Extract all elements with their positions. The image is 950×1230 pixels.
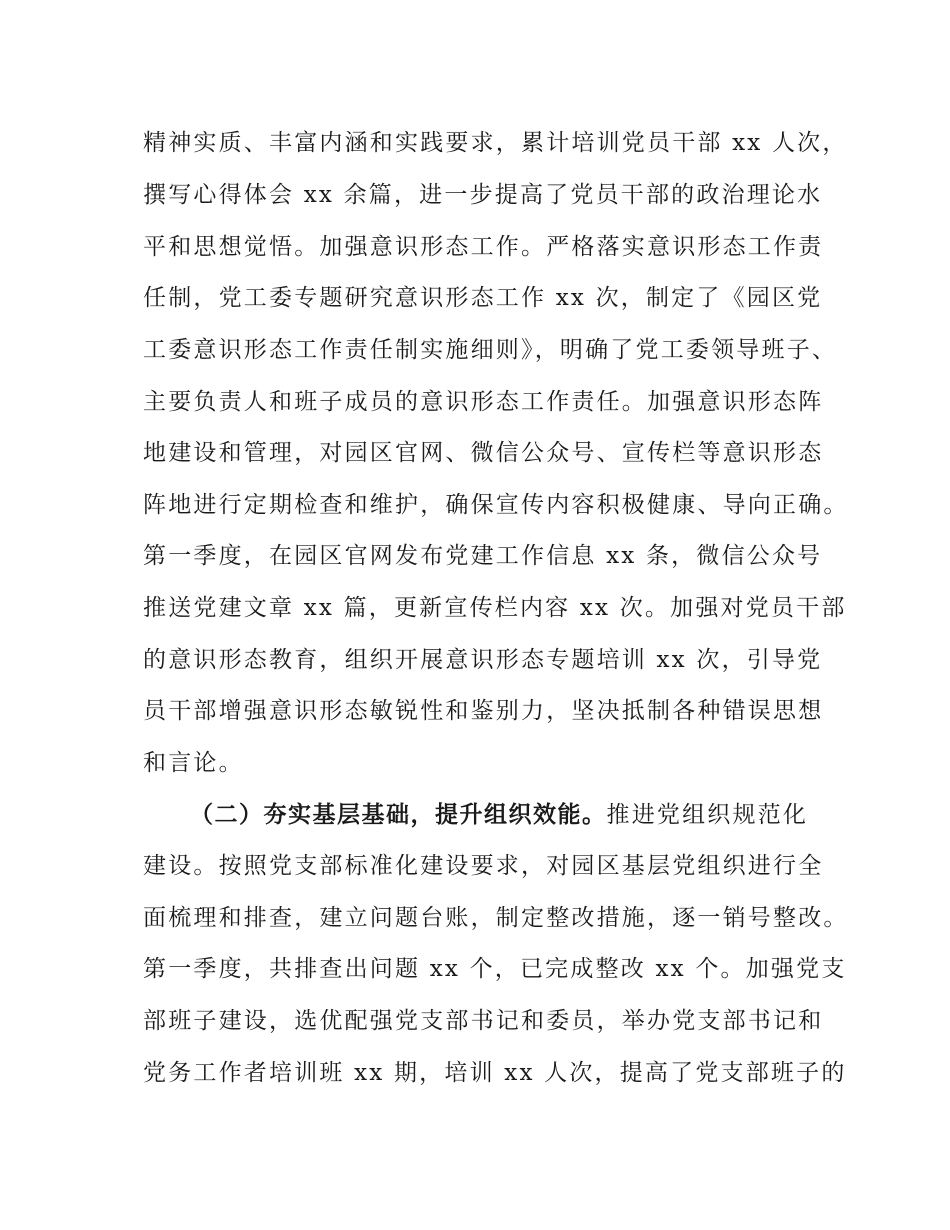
paragraph-2-line: 党务工作者培训班 xx 期，培训 xx 人次，提高了党支部班子的 (143, 1060, 847, 1086)
paragraph-2-line: 第一季度，共排查出问题 xx 个，已完成整改 xx 个。加强党支 (143, 956, 847, 982)
paragraph-1-line: 第一季度，在园区官网发布党建工作信息 xx 条，微信公众号 (143, 543, 823, 569)
paragraph-1-line: 工委意识形态工作责任制实施细则》，明确了党工委领导班子、 (143, 337, 838, 363)
paragraph-2-line: 建设。按照党支部标准化建设要求，对园区基层党组织进行全 (143, 853, 824, 879)
paragraph-1-line: 和言论。 (143, 750, 244, 776)
paragraph-1-line: 平和思想觉悟。加强意识形态工作。严格落实意识形态工作责 (143, 234, 824, 260)
paragraph-1-line: 的意识形态教育，组织开展意识形态专题培训 xx 次，引导党 (143, 647, 823, 673)
paragraph-2-line: 部班子建设，选优配强党支部书记和委员，举办党支部书记和 (143, 1008, 824, 1034)
section-heading: （二）夯实基层基础，提升组织效能。 (190, 802, 607, 828)
paragraph-1-line: 推送党建文章 xx 篇，更新宣传栏内容 xx 次。加强对党员干部 (143, 595, 847, 621)
paragraph-2-first-line (190, 800, 808, 830)
paragraph-1-line: 员干部增强意识形态敏锐性和鉴别力，坚决抵制各种错误思想 (143, 698, 824, 724)
section-heading-rest: 推进党组织规范化 (606, 802, 809, 828)
paragraph-2-line: 面梳理和排查，建立问题台账，制定整改措施，逐一销号整改。 (143, 905, 849, 931)
paragraph-1-line: 精神实质、丰富内涵和实践要求，累计培训党员干部 xx 人次， (143, 130, 848, 156)
paragraph-1-line: 主要负责人和班子成员的意识形态工作责任。加强意识形态阵 (143, 389, 824, 415)
paragraph-1-line: 撰写心得体会 xx 余篇，进一步提高了党员干部的政治理论水 (143, 182, 823, 208)
paragraph-1-line: 地建设和管理，对园区官网、微信公众号、宣传栏等意识形态 (143, 440, 824, 466)
paragraph-1-line: 任制，党工委专题研究意识形态工作 xx 次，制定了《园区党 (143, 285, 823, 311)
paragraph-1-line: 阵地进行定期检查和维护，确保宣传内容积极健康、导向正确。 (143, 492, 849, 518)
